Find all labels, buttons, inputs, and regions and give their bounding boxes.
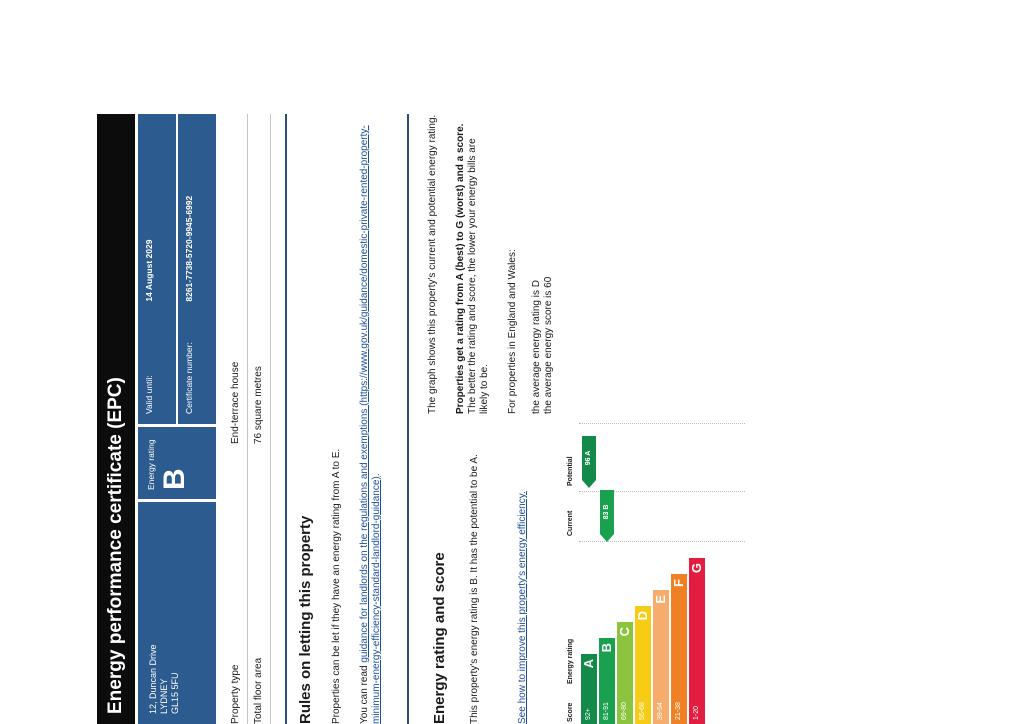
band-bar-c: C	[617, 622, 633, 684]
valid-until-label: Valid until:	[144, 375, 154, 414]
potential-rating-marker-pointer	[582, 480, 596, 488]
current-rating-marker	[600, 490, 614, 534]
property-type-value: End-terrace house	[230, 361, 241, 444]
potential-rating-marker	[582, 436, 596, 480]
band-score-a: 92+	[581, 684, 597, 724]
band-score-d: 55-68	[635, 684, 651, 724]
letting-heading: Rules on letting this property	[297, 515, 314, 724]
rating-scale-explanation	[455, 114, 491, 414]
energy-rating-value: B	[158, 468, 191, 490]
england-wales-label: For properties in England and Wales:	[507, 249, 518, 414]
rating-explanation	[427, 114, 555, 414]
current-rating-marker-pointer	[600, 534, 614, 542]
graph-explanation: The graph shows this property's current and potential energy rating.	[427, 114, 438, 414]
rating-scale-bold: Properties get a rating from A (best) to G (worst) and a score.	[455, 123, 466, 414]
landlord-guidance-link[interactable]: guidance for landlords on the regulations and exemptions (https://www.gov.uk/guidance/domestic-private-rented-property-minimum-energy-efficiency-standard-landlord-guidance)	[359, 125, 382, 724]
band-score-e: 39-54	[653, 684, 669, 724]
valid-until-value: 14 August 2029	[144, 239, 154, 302]
band-score-c: 69-80	[617, 684, 633, 724]
energy-rating-block	[138, 427, 216, 499]
band-score-g: 1-20	[689, 684, 705, 724]
band-bar-g: G	[689, 558, 705, 684]
floor-area-value: 76 square metres	[253, 366, 264, 444]
certificate-number-label: Certificate number:	[184, 342, 194, 414]
chart-divider	[579, 423, 745, 424]
address-line-1: 12, Duncan Drive	[148, 644, 158, 714]
energy-rating-label: Energy rating	[146, 439, 156, 490]
property-type-row	[225, 114, 248, 724]
letting-p2-prefix: You can read	[359, 662, 370, 724]
letting-paragraph-1: Properties can be let if they have an energy rating from A to E.	[331, 448, 342, 724]
band-score-f: 21-38	[671, 684, 687, 724]
band-bar-e: E	[653, 590, 669, 684]
potential-column-header: Potential	[567, 456, 574, 486]
certificate-number-value: 8261-7738-5720-9945-6992	[184, 195, 194, 302]
band-bar-f: F	[671, 574, 687, 684]
rating-column-header: Energy rating	[567, 638, 574, 684]
address-block	[138, 502, 216, 724]
summary-panel	[138, 114, 216, 724]
floor-area-row	[248, 114, 271, 724]
page-title: Energy performance certificate (EPC)	[97, 114, 135, 724]
band-score-b: 81-91	[599, 684, 615, 724]
address-line-3: GL15 5FU	[170, 672, 180, 714]
improve-link-wrap	[517, 434, 529, 724]
band-bar-d: D	[635, 606, 651, 684]
address-line-2: LYDNEY	[159, 678, 169, 714]
band-bar-a: A	[581, 654, 597, 684]
certificate-number-block	[178, 114, 216, 424]
epc-document	[97, 114, 757, 724]
energy-rating-paragraph: This property's energy rating is B. It has the potential to be A.	[469, 454, 480, 724]
rating-scale-rest: The better the rating and score, the lower your energy bills are likely to be.	[467, 138, 490, 414]
section-divider	[407, 114, 409, 724]
improve-efficiency-link[interactable]: See how to improve this property's energy efficiency.	[517, 491, 528, 724]
current-column-header: Current	[567, 510, 574, 536]
property-type-label: Property type	[230, 664, 241, 724]
section-divider	[285, 114, 287, 724]
energy-rating-chart	[567, 424, 752, 724]
energy-rating-heading: Energy rating and score	[431, 552, 448, 724]
score-column-header: Score	[567, 702, 574, 722]
letting-p2-suffix: .	[371, 473, 382, 477]
floor-area-label: Total floor area	[253, 657, 264, 724]
valid-until-block	[138, 114, 176, 424]
potential-rating-marker-label: 96 A	[585, 450, 592, 466]
average-rating: the average energy rating is D	[531, 280, 542, 414]
letting-paragraph-2	[359, 124, 383, 724]
current-rating-marker-label: 83 B	[603, 504, 610, 520]
band-bar-b: B	[599, 638, 615, 684]
average-score: the average energy score is 60	[543, 276, 554, 414]
